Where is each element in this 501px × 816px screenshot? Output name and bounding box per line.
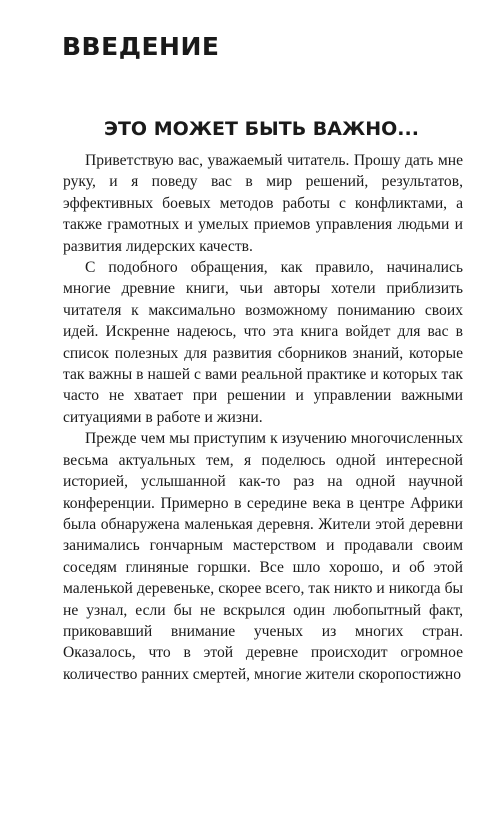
section-title: ЭТО МОЖЕТ БЫТЬ ВАЖНО... <box>104 118 419 140</box>
paragraph-1: Приветствую вас, уважаемый читатель. Прошу дать мне руку, и я поведу вас в мир решений, результатов, эффективных боевых методов работы с конфликтами, а также грамотных и умелых приемов управления людьми и развития лидерских качеств. <box>63 152 463 255</box>
paragraph-2: С подобного обращения, как правило, начинались многие древние книги, чьи авторы хотели приблизить читателя к максимально возможному пониманию своих идей. Искренне надеюсь, что эта книга войдет для вас в список полезных для развития сборников знаний, которые так важны в нашей с вами реальной практике и которых так часто не хватает при решении и управлении важными ситуациями в работе и жизни. <box>63 259 463 426</box>
body-text <box>63 150 463 685</box>
paragraph-3: Прежде чем мы приступим к изучению многочисленных весьма актуальных тем, я поделюсь одной интересной историей, услышанной как-то раз на одной научной конференции. Примерно в середине века в центре Африки была обнаружена маленькая деревня. Жители этой деревни занимались гончарным мастерством и продавали своим соседям глиняные горшки. Все шло хорошо, и об этой маленькой деревеньке, скорее всего, так никто и никогда бы не узнал, если бы не вскрылся один любопытный факт, приковавший внимание ученых из многих стран. Оказалось, что в этой деревне происходит огромное количество ранних смертей, многие жители скоропостижно <box>63 430 463 683</box>
chapter-title: ВВЕДЕНИЕ <box>62 32 220 61</box>
